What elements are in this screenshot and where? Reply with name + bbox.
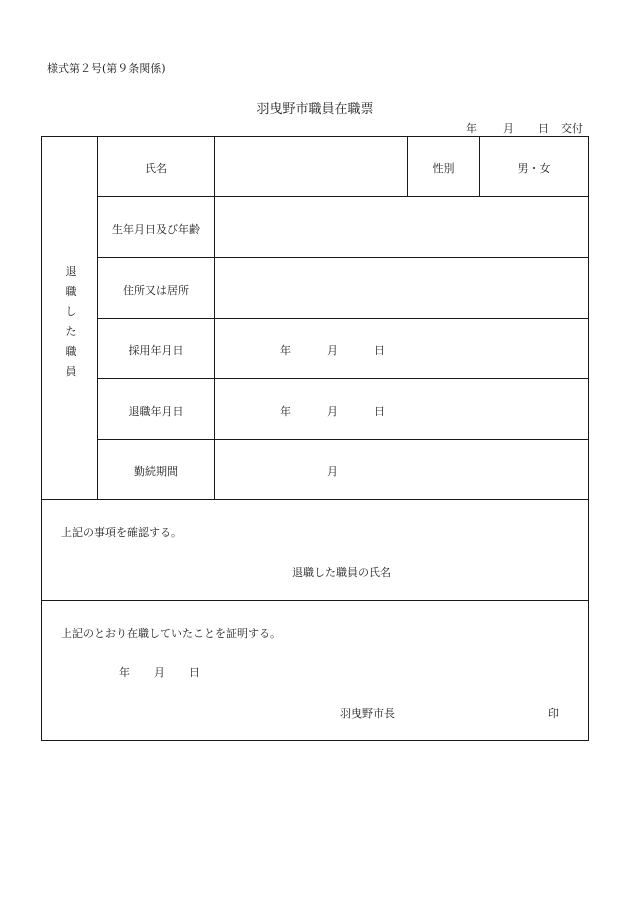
retired-employee-signature-label: 退職した職員の氏名	[292, 566, 391, 579]
tenure-month: 月	[327, 465, 338, 478]
retire-date-label: 退職年月日	[128, 405, 184, 418]
birth-date-field[interactable]	[215, 197, 588, 257]
document-title: 羽曳野市職員在職票	[256, 102, 374, 117]
issue-year: 年	[466, 122, 477, 135]
gender-label: 性別	[432, 162, 455, 175]
seal-mark: 印	[548, 707, 559, 720]
retire-month: 月	[327, 405, 338, 418]
name-field[interactable]	[215, 137, 407, 196]
retired-employee-group-label: 退 職 し た 職 員	[65, 265, 77, 378]
address-label: 住所又は居所	[123, 284, 189, 297]
issue-label: 交付	[561, 122, 583, 135]
gender-options[interactable]: 男・女	[517, 162, 551, 175]
retire-day: 日	[374, 405, 385, 418]
retire-year: 年	[280, 405, 291, 418]
certification-day: 日	[189, 666, 200, 679]
certification-month: 月	[154, 666, 165, 679]
form-number: 様式第２号(第９条関係)	[47, 62, 166, 75]
address-field[interactable]	[215, 258, 588, 318]
issue-day: 日	[538, 122, 549, 135]
name-label: 氏名	[145, 162, 167, 175]
confirmation-statement: 上記の事項を確認する。	[61, 526, 182, 539]
certification-year: 年	[119, 666, 130, 679]
hire-date-label: 採用年月日	[128, 344, 184, 357]
birth-date-label: 生年月日及び年齢	[112, 223, 200, 236]
certification-statement: 上記のとおり在職していたことを証明する。	[61, 627, 281, 640]
tenure-label: 勤続期間	[134, 465, 178, 478]
hire-month: 月	[327, 344, 338, 357]
issue-month: 月	[503, 122, 514, 135]
issuer-title: 羽曳野市長	[340, 707, 395, 720]
hire-year: 年	[280, 344, 291, 357]
hire-day: 日	[374, 344, 385, 357]
